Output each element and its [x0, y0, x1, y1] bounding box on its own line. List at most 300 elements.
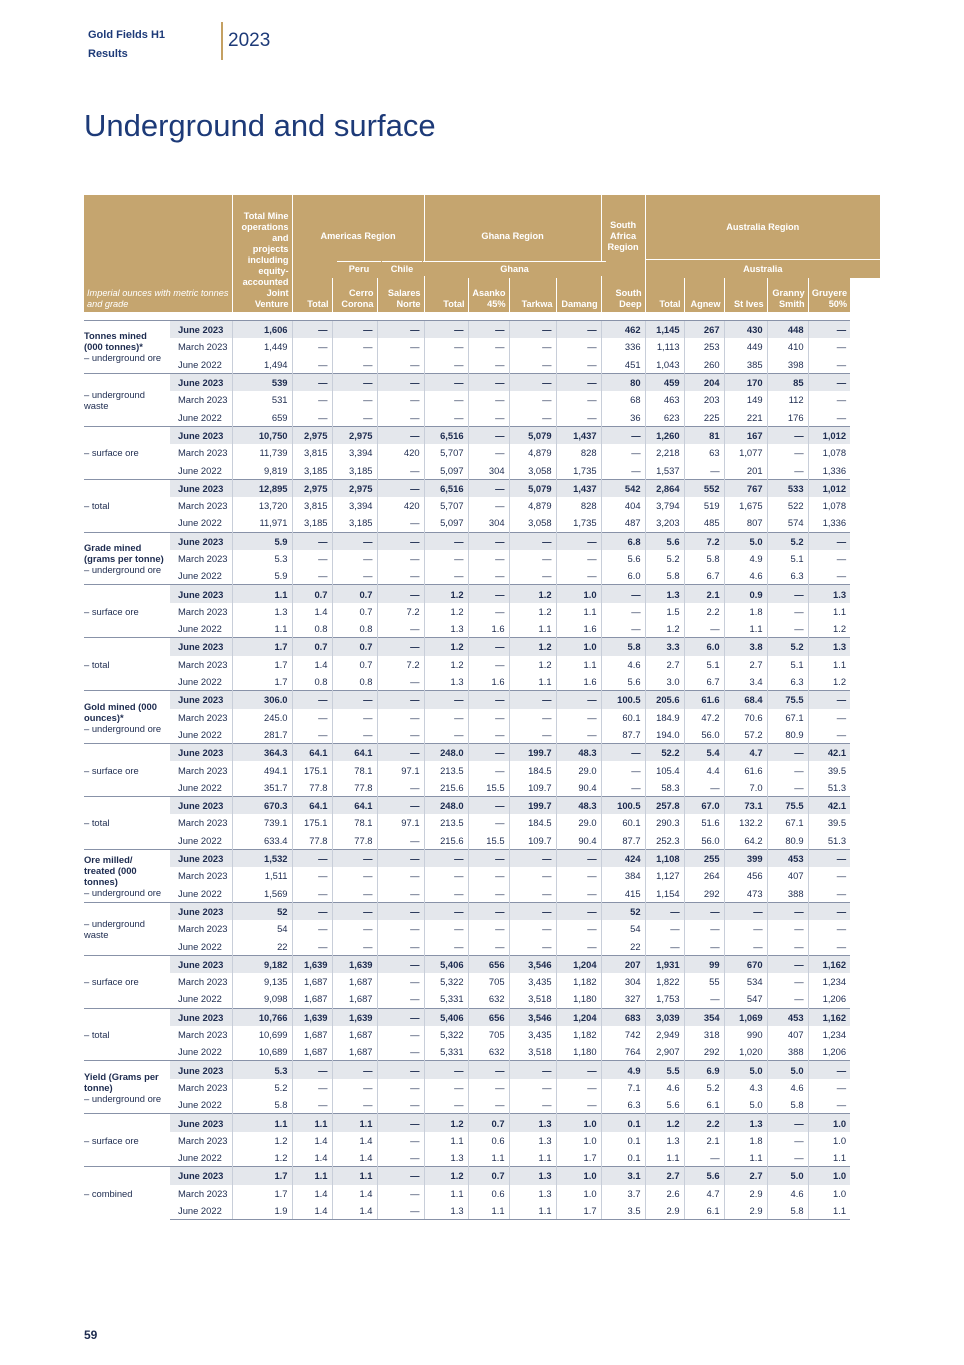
- value-cell: —: [601, 461, 645, 479]
- value-cell: 5,707: [424, 497, 468, 514]
- value-cell: —: [377, 426, 424, 444]
- value-cell: 1.2: [424, 1167, 468, 1185]
- value-cell: 6.7: [684, 567, 724, 585]
- value-cell: —: [424, 1096, 468, 1114]
- value-cell: 213.5: [424, 761, 468, 778]
- value-cell: —: [424, 691, 468, 709]
- value-cell: 4.6: [724, 567, 767, 585]
- value-cell: 5,097: [424, 461, 468, 479]
- value-cell: 1.3: [509, 1185, 556, 1202]
- table-row: [84, 550, 880, 567]
- value-cell: 1.0: [808, 1185, 850, 1202]
- value-cell: 3,185: [332, 461, 377, 479]
- value-cell: —: [808, 885, 850, 903]
- value-cell: —: [468, 1061, 509, 1079]
- value-cell: 68: [601, 391, 645, 408]
- value-cell: —: [332, 373, 377, 391]
- value-cell: 5.8: [232, 1096, 292, 1114]
- period-label: June 2022: [178, 464, 222, 476]
- value-cell: 1.2: [424, 585, 468, 603]
- value-cell: 3,794: [645, 497, 684, 514]
- value-cell: 5.6: [645, 532, 684, 550]
- value-cell: 292: [684, 1043, 724, 1061]
- metric-label: [84, 532, 170, 585]
- value-cell: 205.6: [645, 691, 684, 709]
- metric-label: [84, 1114, 170, 1167]
- value-cell: 683: [601, 1008, 645, 1026]
- value-cell: 9,135: [232, 973, 292, 990]
- value-cell: 10,750: [232, 426, 292, 444]
- value-cell: 22: [232, 937, 292, 955]
- value-cell: 2.9: [724, 1185, 767, 1202]
- value-cell: —: [377, 479, 424, 497]
- period-label: June 2023: [170, 638, 232, 656]
- table-row: [84, 356, 880, 374]
- value-cell: —: [292, 920, 332, 937]
- value-cell: 5,331: [424, 990, 468, 1008]
- value-cell: —: [332, 550, 377, 567]
- value-cell: 1.8: [724, 603, 767, 620]
- value-cell: —: [724, 902, 767, 920]
- value-cell: 3,546: [509, 1008, 556, 1026]
- value-cell: —: [377, 937, 424, 955]
- value-cell: —: [684, 937, 724, 955]
- value-cell: 318: [684, 1026, 724, 1043]
- value-cell: 1.4: [332, 1132, 377, 1149]
- value-cell: 2,975: [332, 426, 377, 444]
- value-cell: —: [377, 620, 424, 638]
- value-cell: 1.4: [332, 1202, 377, 1220]
- value-cell: —: [767, 1149, 808, 1167]
- metric-sublabel: – surface ore: [84, 976, 139, 988]
- value-cell: —: [377, 1008, 424, 1026]
- value-cell: 6.3: [767, 673, 808, 691]
- period-label: June 2022: [178, 993, 222, 1005]
- value-cell: —: [808, 902, 850, 920]
- value-cell: —: [556, 726, 601, 744]
- value-cell: 1.6: [468, 620, 509, 638]
- value-cell: 5.9: [232, 532, 292, 550]
- value-cell: —: [332, 691, 377, 709]
- value-cell: 1,108: [645, 849, 684, 867]
- metric-label: [84, 744, 170, 797]
- value-cell: —: [724, 937, 767, 955]
- period-label: June 2023: [170, 1167, 232, 1185]
- value-cell: —: [468, 585, 509, 603]
- value-cell: 252.3: [645, 832, 684, 850]
- value-cell: —: [468, 479, 509, 497]
- value-cell: —: [424, 937, 468, 955]
- value-cell: —: [767, 761, 808, 778]
- period-label: June 2023: [170, 1061, 232, 1079]
- value-cell: —: [292, 356, 332, 374]
- table-row: [84, 620, 880, 638]
- value-cell: 1.3: [232, 603, 292, 620]
- period-label: March 2023: [178, 1081, 228, 1093]
- value-cell: 199.7: [509, 797, 556, 815]
- col-header: South Deep: [601, 278, 645, 312]
- value-cell: 60.1: [601, 709, 645, 726]
- value-cell: 415: [601, 885, 645, 903]
- metric-label: [84, 797, 170, 850]
- value-cell: 1,113: [645, 338, 684, 355]
- value-cell: —: [767, 603, 808, 620]
- value-cell: —: [292, 567, 332, 585]
- value-cell: —: [556, 373, 601, 391]
- value-cell: 290.3: [645, 814, 684, 831]
- value-cell: 77.8: [332, 832, 377, 850]
- value-cell: —: [468, 1079, 509, 1096]
- value-cell: 87.7: [601, 726, 645, 744]
- value-cell: —: [556, 550, 601, 567]
- value-cell: 77.8: [292, 779, 332, 797]
- value-cell: 1,154: [645, 885, 684, 903]
- value-cell: 5.8: [767, 1202, 808, 1220]
- value-cell: 1,687: [332, 973, 377, 990]
- value-cell: 61.6: [684, 691, 724, 709]
- table-row: [84, 408, 880, 426]
- value-cell: 6.3: [767, 567, 808, 585]
- value-cell: 449: [724, 338, 767, 355]
- value-cell: —: [292, 391, 332, 408]
- value-cell: —: [377, 920, 424, 937]
- value-cell: 456: [724, 867, 767, 884]
- metric-heading: Yield (Grams per tonne): [84, 1070, 159, 1093]
- period-label: June 2023: [170, 744, 232, 762]
- metric-label: [84, 479, 170, 532]
- value-cell: 6.7: [684, 673, 724, 691]
- value-cell: 221: [724, 408, 767, 426]
- value-cell: 3.7: [601, 1185, 645, 1202]
- table-row: [84, 1132, 880, 1149]
- value-cell: 2.2: [684, 603, 724, 620]
- value-cell: 4.9: [724, 550, 767, 567]
- value-cell: —: [332, 726, 377, 744]
- value-cell: 2.7: [645, 1167, 684, 1185]
- value-cell: —: [468, 937, 509, 955]
- table-row: [84, 373, 880, 391]
- value-cell: 462: [601, 321, 645, 339]
- value-cell: 1,822: [645, 973, 684, 990]
- table-row: [84, 514, 880, 532]
- value-cell: 1.1: [808, 1149, 850, 1167]
- value-cell: 0.8: [332, 620, 377, 638]
- value-cell: —: [468, 603, 509, 620]
- value-cell: 327: [601, 990, 645, 1008]
- metric-sublabel: – total: [84, 817, 110, 829]
- value-cell: —: [509, 1096, 556, 1114]
- value-cell: 100.5: [601, 797, 645, 815]
- value-cell: 4.6: [767, 1185, 808, 1202]
- value-cell: 5.6: [645, 1096, 684, 1114]
- value-cell: —: [424, 709, 468, 726]
- value-cell: 5.1: [767, 656, 808, 673]
- subgroup-ghana: Ghana: [423, 261, 606, 276]
- value-cell: 167: [724, 426, 767, 444]
- value-cell: 1,078: [808, 444, 850, 461]
- value-cell: —: [808, 726, 850, 744]
- value-cell: —: [556, 408, 601, 426]
- value-cell: 656: [468, 955, 509, 973]
- value-cell: —: [556, 567, 601, 585]
- col-header: Total: [645, 278, 684, 312]
- value-cell: 1.5: [645, 603, 684, 620]
- value-cell: 3,394: [332, 497, 377, 514]
- metric-heading: Grade mined (grams per tonne): [84, 542, 164, 564]
- value-cell: —: [808, 550, 850, 567]
- period-label: March 2023: [178, 605, 228, 617]
- value-cell: 1,753: [645, 990, 684, 1008]
- metric-label: [84, 1167, 170, 1220]
- value-cell: —: [292, 532, 332, 550]
- table-row: [84, 673, 880, 691]
- period-label: March 2023: [178, 447, 228, 459]
- value-cell: 1.3: [509, 1167, 556, 1185]
- value-cell: 739.1: [232, 814, 292, 831]
- value-cell: 451: [601, 356, 645, 374]
- value-cell: 2,949: [645, 1026, 684, 1043]
- value-cell: 3.1: [601, 1167, 645, 1185]
- value-cell: 1,180: [556, 1043, 601, 1061]
- value-cell: —: [377, 1185, 424, 1202]
- value-cell: 1.0: [556, 1185, 601, 1202]
- table-row: [84, 1096, 880, 1114]
- metric-heading: Tonnes mined (000 tonnes)*: [84, 330, 147, 353]
- table-row: [84, 1079, 880, 1096]
- value-cell: 1,206: [808, 990, 850, 1008]
- value-cell: 623: [645, 408, 684, 426]
- value-cell: —: [377, 514, 424, 532]
- value-cell: —: [377, 1167, 424, 1185]
- table-row: [84, 973, 880, 990]
- value-cell: 1.2: [509, 638, 556, 656]
- value-cell: —: [767, 444, 808, 461]
- col-header: Salares Norte: [377, 278, 424, 312]
- value-cell: —: [684, 920, 724, 937]
- value-cell: —: [509, 338, 556, 355]
- table-row: [84, 638, 880, 656]
- table-row: [84, 461, 880, 479]
- value-cell: 1.4: [332, 1149, 377, 1167]
- value-cell: —: [424, 920, 468, 937]
- value-cell: 255: [684, 849, 724, 867]
- metric-sublabel: – surface ore: [84, 1134, 139, 1146]
- value-cell: 473: [724, 885, 767, 903]
- value-cell: —: [509, 532, 556, 550]
- value-cell: 5.0: [724, 1061, 767, 1079]
- value-cell: 1.1: [232, 1114, 292, 1132]
- value-cell: 1,012: [808, 426, 850, 444]
- value-cell: 184.9: [645, 709, 684, 726]
- table-row: [84, 920, 880, 937]
- value-cell: 1,639: [292, 955, 332, 973]
- table-row: [84, 603, 880, 620]
- period-label: June 2022: [178, 1099, 222, 1111]
- value-cell: —: [468, 550, 509, 567]
- value-cell: —: [601, 444, 645, 461]
- value-cell: —: [509, 567, 556, 585]
- value-cell: 5.9: [232, 567, 292, 585]
- value-cell: —: [332, 920, 377, 937]
- value-cell: 7.1: [601, 1079, 645, 1096]
- value-cell: —: [468, 656, 509, 673]
- value-cell: —: [645, 902, 684, 920]
- value-cell: 1,204: [556, 955, 601, 973]
- value-cell: 1.0: [556, 1167, 601, 1185]
- value-cell: 245.0: [232, 709, 292, 726]
- value-cell: 5.6: [684, 1167, 724, 1185]
- group-south-africa-region: South Africa Region: [601, 195, 645, 278]
- value-cell: —: [377, 1114, 424, 1132]
- value-cell: 61.6: [724, 761, 767, 778]
- value-cell: 2.1: [684, 1132, 724, 1149]
- value-cell: 64.1: [292, 797, 332, 815]
- value-cell: —: [292, 902, 332, 920]
- value-cell: —: [377, 955, 424, 973]
- value-cell: —: [509, 920, 556, 937]
- value-cell: 5.8: [601, 638, 645, 656]
- value-cell: 267: [684, 321, 724, 339]
- value-cell: —: [556, 920, 601, 937]
- metric-sublabel: – surface ore: [84, 447, 139, 459]
- value-cell: —: [332, 849, 377, 867]
- metric-label: [84, 321, 170, 374]
- value-cell: —: [468, 638, 509, 656]
- period-label: June 2022: [178, 623, 222, 635]
- value-cell: —: [468, 902, 509, 920]
- value-cell: 539: [232, 373, 292, 391]
- value-cell: —: [468, 709, 509, 726]
- value-cell: —: [684, 620, 724, 638]
- value-cell: 6,516: [424, 426, 468, 444]
- value-cell: 68.4: [724, 691, 767, 709]
- value-cell: 1.0: [556, 638, 601, 656]
- value-cell: —: [468, 744, 509, 762]
- value-cell: 1,206: [808, 1043, 850, 1061]
- value-cell: —: [509, 726, 556, 744]
- value-cell: —: [468, 567, 509, 585]
- value-cell: 1,687: [292, 990, 332, 1008]
- value-cell: 1,675: [724, 497, 767, 514]
- period-label: June 2023: [170, 426, 232, 444]
- value-cell: 542: [601, 479, 645, 497]
- table-row: [84, 444, 880, 461]
- value-cell: —: [808, 408, 850, 426]
- value-cell: —: [645, 920, 684, 937]
- value-cell: 78.1: [332, 761, 377, 778]
- metric-sublabel: – underground waste: [84, 388, 145, 411]
- value-cell: —: [332, 1096, 377, 1114]
- table-row: [84, 1043, 880, 1061]
- metric-sublabel: – surface ore: [84, 764, 139, 776]
- table-row: [84, 479, 880, 497]
- metric-sublabel: – total: [84, 500, 110, 512]
- value-cell: 204: [684, 373, 724, 391]
- value-cell: 705: [468, 1026, 509, 1043]
- value-cell: 80: [601, 373, 645, 391]
- value-cell: 75.5: [767, 691, 808, 709]
- value-cell: —: [509, 849, 556, 867]
- value-cell: 407: [767, 1026, 808, 1043]
- value-cell: 22: [601, 937, 645, 955]
- value-cell: 6.1: [684, 1096, 724, 1114]
- value-cell: 1.0: [556, 1132, 601, 1149]
- value-cell: 485: [684, 514, 724, 532]
- value-cell: —: [377, 1096, 424, 1114]
- value-cell: 399: [724, 849, 767, 867]
- value-cell: 448: [767, 321, 808, 339]
- value-cell: 5.2: [684, 1079, 724, 1096]
- value-cell: 1,180: [556, 990, 601, 1008]
- metric-label: [84, 585, 170, 638]
- value-cell: 1,020: [724, 1043, 767, 1061]
- value-cell: —: [808, 391, 850, 408]
- value-cell: 1.7: [232, 673, 292, 691]
- value-cell: —: [509, 550, 556, 567]
- value-cell: —: [332, 867, 377, 884]
- value-cell: 705: [468, 973, 509, 990]
- period-label: March 2023: [178, 500, 228, 512]
- value-cell: —: [377, 1026, 424, 1043]
- value-cell: 1,437: [556, 479, 601, 497]
- value-cell: 90.4: [556, 832, 601, 850]
- value-cell: —: [332, 937, 377, 955]
- value-cell: 1.2: [509, 656, 556, 673]
- value-cell: 5.2: [767, 532, 808, 550]
- value-cell: 3,185: [292, 514, 332, 532]
- value-cell: 3,546: [509, 955, 556, 973]
- value-cell: —: [509, 408, 556, 426]
- value-cell: —: [424, 338, 468, 355]
- value-cell: 3,185: [332, 514, 377, 532]
- value-cell: 9,182: [232, 955, 292, 973]
- value-cell: 132.2: [724, 814, 767, 831]
- table-row: [84, 532, 880, 550]
- value-cell: 5,322: [424, 973, 468, 990]
- value-cell: 248.0: [424, 744, 468, 762]
- value-cell: 0.8: [332, 673, 377, 691]
- value-cell: 420: [377, 497, 424, 514]
- value-cell: 109.7: [509, 832, 556, 850]
- value-cell: 70.6: [724, 709, 767, 726]
- value-cell: 1.4: [292, 1202, 332, 1220]
- value-cell: 63: [684, 444, 724, 461]
- period-label: June 2022: [178, 728, 222, 740]
- value-cell: —: [808, 691, 850, 709]
- value-cell: 304: [468, 514, 509, 532]
- value-cell: 1,162: [808, 955, 850, 973]
- value-cell: 2.9: [645, 1202, 684, 1220]
- value-cell: 828: [556, 444, 601, 461]
- value-cell: 5.0: [767, 1167, 808, 1185]
- value-cell: —: [377, 532, 424, 550]
- value-cell: 519: [684, 497, 724, 514]
- value-cell: —: [601, 779, 645, 797]
- value-cell: 5.4: [684, 744, 724, 762]
- value-cell: 207: [601, 955, 645, 973]
- value-cell: 64.1: [332, 744, 377, 762]
- table-row: [84, 709, 880, 726]
- value-cell: —: [377, 1043, 424, 1061]
- operations-table: [84, 195, 880, 1220]
- value-cell: —: [468, 885, 509, 903]
- value-cell: —: [509, 902, 556, 920]
- value-cell: 1,336: [808, 514, 850, 532]
- value-cell: —: [645, 937, 684, 955]
- value-cell: 29.0: [556, 761, 601, 778]
- value-cell: 5.3: [232, 1061, 292, 1079]
- value-cell: 78.1: [332, 814, 377, 831]
